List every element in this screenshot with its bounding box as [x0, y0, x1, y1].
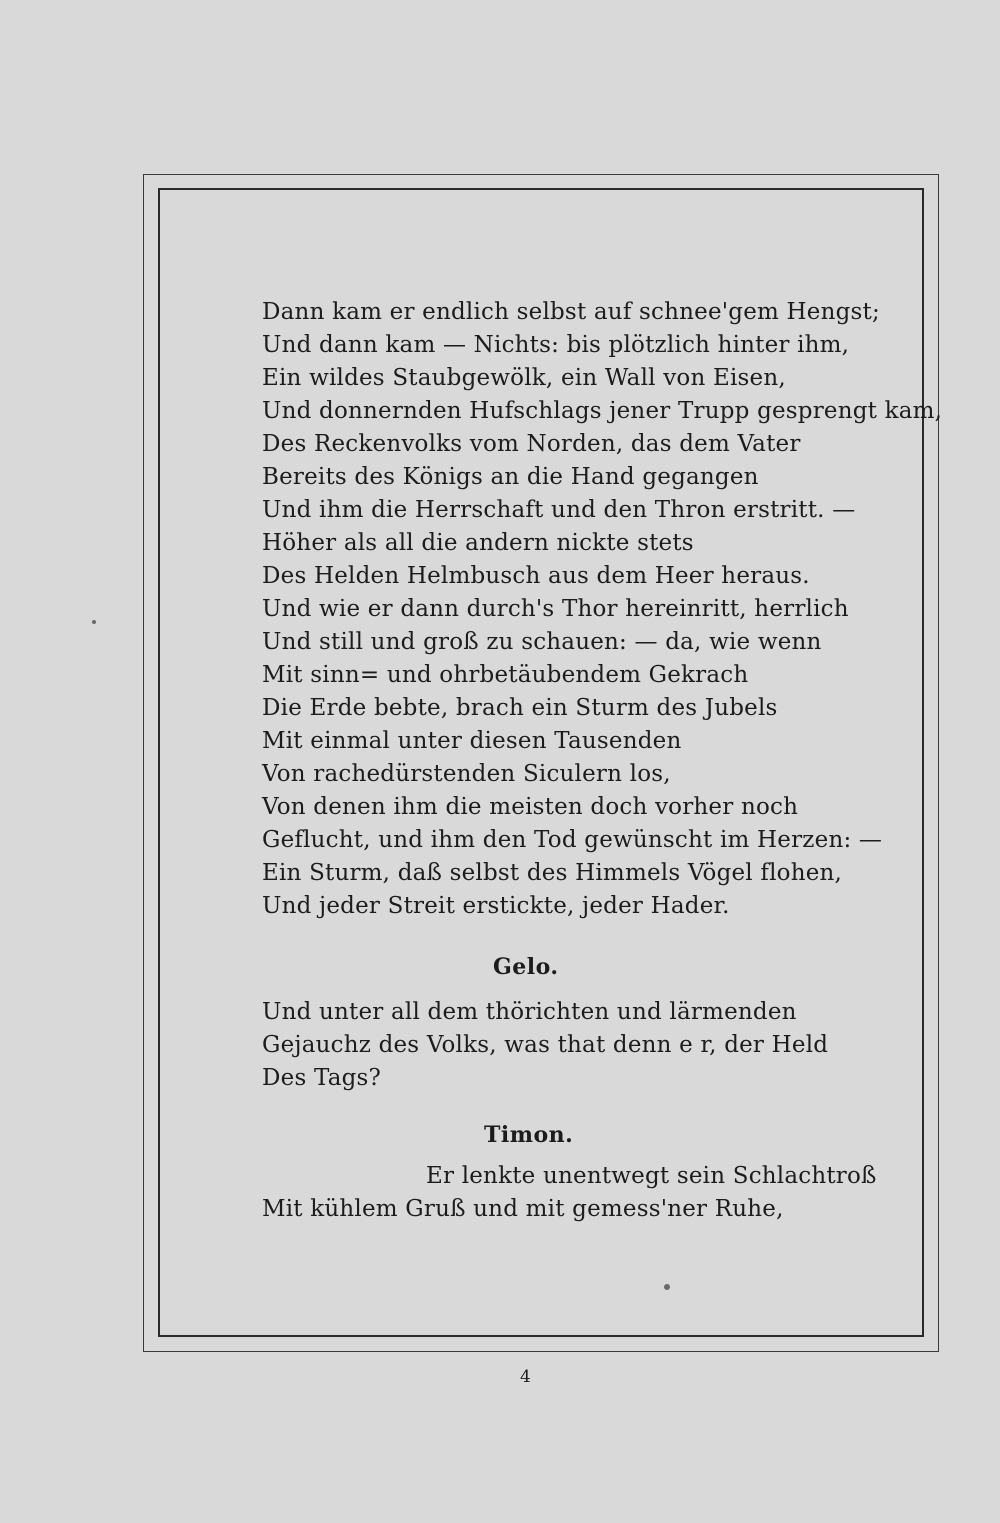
verse-line: Ein Sturm, daß selbst des Himmels Vögel flohen,: [262, 860, 843, 886]
verse-line: Und jeder Streit erstickte, jeder Hader.: [262, 893, 730, 919]
verse-line: Ein wildes Staubgewölk, ein Wall von Eisen,: [262, 365, 786, 391]
page-number: 4: [520, 1367, 531, 1387]
speaker-heading-gelo: Gelo.: [493, 954, 559, 980]
verse-line: Höher als all die andern nickte stets: [262, 530, 694, 556]
verse-block-1: [262, 296, 943, 923]
verse-block-3: [262, 1160, 877, 1226]
verse-line: Bereits des Königs an die Hand gegangen: [262, 464, 759, 490]
verse-block-2: [262, 996, 829, 1095]
verse-line: Und wie er dann durch's Thor hereinritt, herrlich: [262, 596, 849, 622]
verse-line: Und still und groß zu schauen: — da, wie wenn: [262, 629, 822, 655]
verse-line: Dann kam er endlich selbst auf schnee'gem Hengst;: [262, 299, 880, 325]
verse-line: Und unter all dem thörichten und lärmenden: [262, 999, 797, 1025]
verse-line: Gejauchz des Volks, was that denn e r, der Held: [262, 1032, 829, 1058]
verse-line: Geflucht, und ihm den Tod gewünscht im Herzen: —: [262, 827, 883, 853]
verse-line: Des Helden Helmbusch aus dem Heer heraus.: [262, 563, 810, 589]
verse-line: Und donnernden Hufschlags jener Trupp gesprengt kam,: [262, 398, 943, 424]
verse-line: Und dann kam — Nichts: bis plötzlich hinter ihm,: [262, 332, 850, 358]
verse-line: Die Erde bebte, brach ein Sturm des Jubels: [262, 695, 778, 721]
verse-line: Von rachedürstenden Siculern los,: [262, 761, 671, 787]
verse-line: Des Reckenvolks vom Norden, das dem Vater: [262, 431, 801, 457]
verse-line: Des Tags?: [262, 1065, 382, 1091]
verse-line: Und ihm die Herrschaft und den Thron erstritt. —: [262, 497, 856, 523]
verse-line: Von denen ihm die meisten doch vorher noch: [262, 794, 799, 820]
paper-speck: [664, 1284, 670, 1290]
verse-line: Er lenkte unentwegt sein Schlachtroß: [426, 1163, 877, 1189]
speaker-heading-timon: Timon.: [484, 1122, 574, 1148]
verse-line: Mit einmal unter diesen Tausenden: [262, 728, 682, 754]
paper-speck: [92, 620, 96, 624]
verse-line: Mit kühlem Gruß und mit gemess'ner Ruhe,: [262, 1196, 784, 1222]
verse-line: Mit sinn= und ohrbetäubendem Gekrach: [262, 662, 749, 688]
